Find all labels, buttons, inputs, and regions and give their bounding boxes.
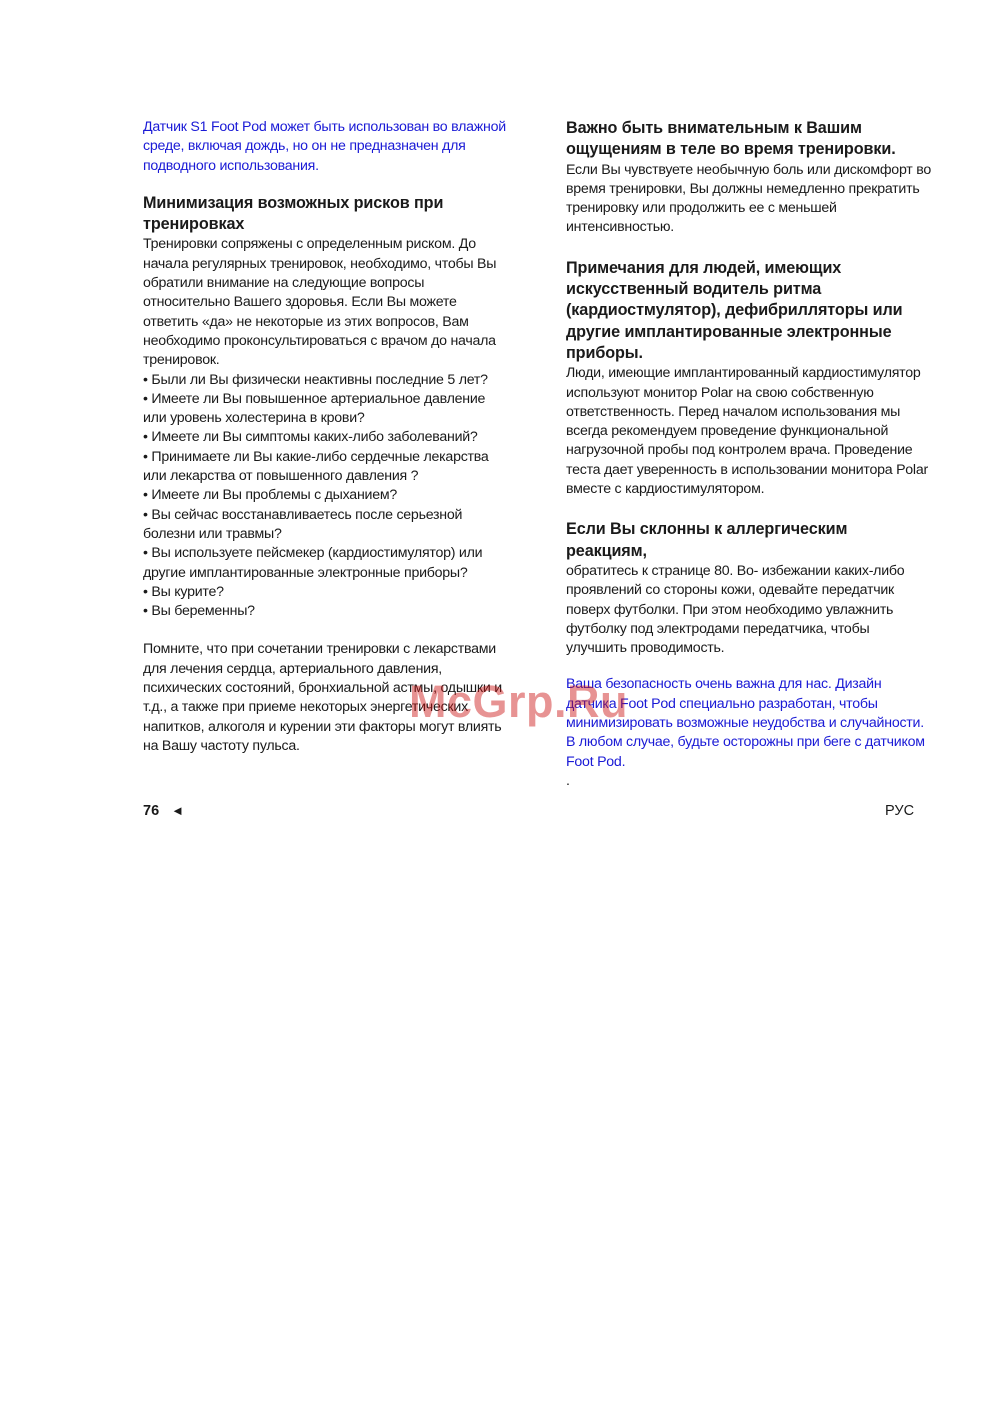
list-item: • Вы используете пейсмекер (кардиостимулятор) или другие имплантированные электронные приборы?	[143, 544, 508, 583]
back-arrow-icon: ◄	[171, 803, 185, 818]
allergy-heading: Если Вы склонны к аллергическим реакциям,	[566, 520, 848, 560]
list-item: • Принимаете ли Вы какие-либо сердечные лекарства или лекарства от повышенного давления ?	[143, 448, 508, 487]
health-questions-list	[143, 371, 508, 622]
list-item: • Вы курите?	[143, 583, 508, 602]
list-item: • Вы беременны?	[143, 602, 508, 621]
watermark: McGrp.Ru	[409, 676, 629, 727]
page-footer-left	[143, 803, 184, 819]
language-label: РУС	[885, 803, 915, 819]
pacemaker-text: Люди, имеющие имплантированный кардиостимулятор используют монитор Polar на свою собственную ответственность. Перед началом использования мы всегда рекомендуем проведение функциональной нагрузочной пробы под контролем врача. Проведение теста дает уверенность в использовании монитора Polar вместе с кардиостимулятором.	[566, 365, 928, 498]
risk-intro: Тренировки сопряжены с определенным риском. До начала регулярных тренировок, необходимо, чтобы Вы обратили внимание на следующие вопросы относительно Вашего здоровья. Если Вы можете ответить «да» не некоторые из этих вопросов, Вам необходимо проконсультироваться с врачом до начала тренировок.	[143, 236, 497, 369]
list-item: • Имеете ли Вы проблемы с дыханием?	[143, 486, 508, 505]
remember-paragraph: Помните, что при сочетании тренировки с лекарствами для лечения сердца, артериального давления, психических состояний, бронхиальной астмы, одышки и т.д., а также при приеме некоторых энергетических напитков, алкоголя и курении эти факторы могут влиять на Вашу частоту пульса.	[143, 641, 502, 754]
pacemaker-heading: Примечания для людей, имеющих искусственный водитель ритма (кардиостмулятор), дефибрилляторы или другие имплантированные электронные приборы.	[566, 258, 903, 362]
page-number: 76	[143, 803, 160, 819]
attention-text: Если Вы чувствуете необычную боль или дискомфорт во время тренировки, Вы должны немедленно прекратить тренировку или продолжить ее с меньшей интенсивностью.	[566, 161, 931, 236]
stray-dot: .	[566, 772, 570, 789]
foot-pod-water-note: Датчик S1 Foot Pod может быть использован во влажной среде, включая дождь, но он не предназначен для подводного использования.	[143, 119, 506, 174]
left-column	[143, 118, 508, 756]
attention-heading: Важно быть внимательным к Вашим ощущениям в теле во время тренировки.	[566, 119, 896, 159]
list-item: • Вы сейчас восстанавливаетесь после серьезной болезни или травмы?	[143, 506, 508, 545]
list-item: • Были ли Вы физически неактивны последние 5 лет?	[143, 371, 508, 390]
list-item: • Имеете ли Вы симптомы каких-либо заболеваний?	[143, 428, 508, 447]
risk-heading: Минимизация возможных рисков при тренировках	[143, 193, 444, 234]
list-item: • Имеете ли Вы повышенное артериальное давление или уровень холестерина в крови?	[143, 390, 508, 429]
allergy-text: обратитесь к странице 80. Во- избежании каких-либо проявлений со стороны кожи, одевайте передатчик поверх футболки. При этом необходимо увлажнить футболку под электродами передатчика, чтобы улучшить проводимость.	[566, 562, 905, 657]
safety-note: Ваша безопасность очень важна для нас. Дизайн датчика Foot Pod специально разработан, чтобы минимизировать возможные неудобства и случайности. В любом случае, будьте осторожны при беге с датчиком Foot Pod.	[566, 676, 925, 770]
